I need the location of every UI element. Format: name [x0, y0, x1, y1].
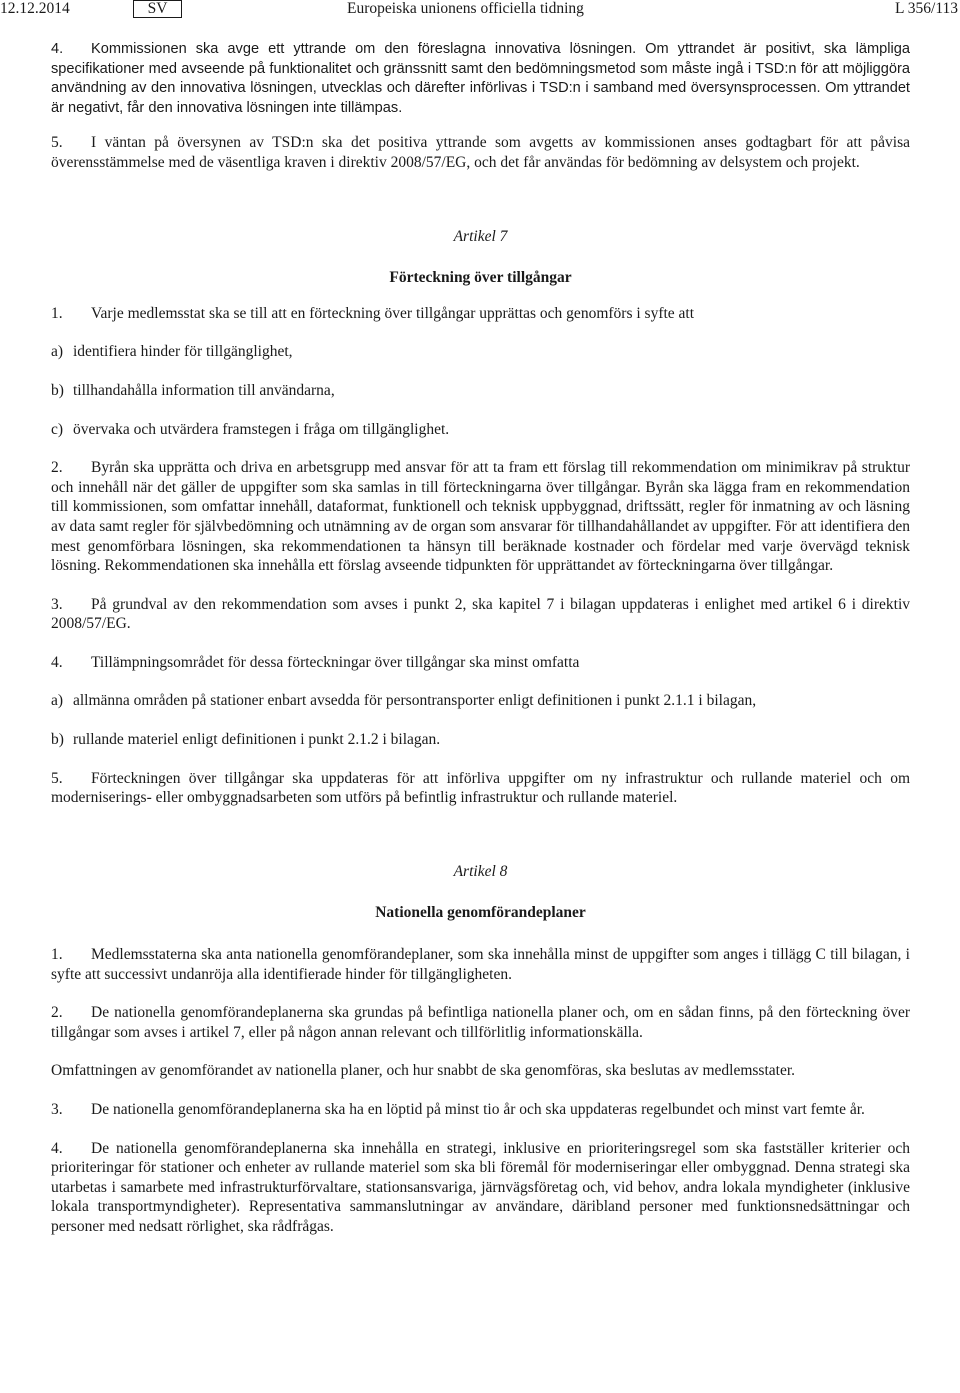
art7-paragraph-3	[51, 595, 910, 634]
item-text: allmänna områden på stationer enbart avsedda för persontransporter enligt definitionen i punkt 2.1.1 i bilagan,	[73, 692, 757, 710]
art8-paragraph-2	[51, 1003, 910, 1042]
article-8-title: Artikel 8	[453, 862, 508, 880]
page-header	[0, 0, 960, 22]
paragraph-number: 1.	[51, 304, 63, 322]
paragraph-number: 3.	[51, 595, 63, 613]
art7-scope-item-b	[51, 730, 910, 750]
item-text: identifiera hinder för tillgänglighet,	[73, 343, 293, 361]
paragraph-number: 5.	[51, 134, 63, 152]
art7-paragraph-5	[51, 769, 910, 808]
paragraph-5-top	[51, 133, 910, 172]
paragraph-number: 2.	[51, 459, 63, 477]
paragraph-number: 4.	[51, 1139, 63, 1157]
page-number: L 356/113	[895, 0, 958, 17]
art7-item-c	[51, 420, 910, 440]
article-7-title: Artikel 7	[453, 227, 508, 245]
art7-item-b	[51, 381, 910, 401]
paragraph-text: I väntan på översynen av TSD:n ska det positiva yttrande som avgetts av kommissionen anses godtagbart för att påvisa överensstämmelse med de väsentliga kraven i direktiv 2008/57/EG, och det får användas för bedömning av delsystem och projekt.	[51, 134, 910, 171]
art7-paragraph-1	[51, 304, 910, 324]
paragraph-number: 1.	[51, 946, 63, 964]
paragraph-text: De nationella genomförandeplanerna ska grundas på befintliga nationella planer och, om en sådan finns, på den förteckning över tillgångar som avses i artikel 7, eller på någon annan relevant och tillförlitlig informationskälla.	[51, 1004, 910, 1041]
paragraph-text: Förteckningen över tillgångar ska uppdateras för att införliva uppgifter om ny infrastruktur och rullande materiel och om moderniserings- eller ombyggnadsarbeten som utförs på befintlig infrastruktur och rullande materiel.	[51, 769, 910, 807]
item-label: a)	[51, 343, 64, 361]
paragraph-number: 4.	[51, 41, 64, 57]
art7-paragraph-2	[51, 458, 910, 576]
item-text: tillhandahålla information till användarna,	[73, 381, 335, 399]
paragraph-text: De nationella genomförandeplanerna ska ha en löptid på minst tio år och ska uppdateras regelbundet och minst vart femte år.	[91, 1101, 865, 1118]
document-body	[51, 40, 910, 1237]
item-label: c)	[51, 420, 64, 438]
paragraph-text: På grundval av den rekommendation som avses i punkt 2, ska kapitel 7 i bilagan uppdateras i enlighet med artikel 6 i direktiv 2008/57/EG.	[51, 595, 910, 633]
paragraph-text: Medlemsstaterna ska anta nationella genomförandeplaner, som ska innehålla minst de uppgifter som anges i tillägg C till bilagan, i syfte att successivt undanröja alla identifierade hinder för tillgängligheten.	[51, 946, 910, 983]
article-8-heading: Nationella genomförandeplaner	[375, 904, 586, 922]
item-label: b)	[51, 381, 64, 399]
paragraph-text: Varje medlemsstat ska se till att en förteckning över tillgångar upprättas och genomförs i syfte att	[91, 304, 695, 322]
item-label: a)	[51, 692, 64, 710]
paragraph-number: 3.	[51, 1101, 63, 1118]
art8-paragraph-3	[51, 1100, 910, 1120]
language-code: SV	[133, 0, 182, 18]
art8-paragraph-2-continued: Omfattningen av genomförandet av nationella planer, och hur snabbt de ska genomföras, ska beslutas av medlemsstater.	[51, 1062, 796, 1080]
art7-scope-item-a	[51, 691, 910, 711]
journal-title: Europeiska unionens officiella tidning	[347, 0, 584, 17]
article-7-heading: Förteckning över tillgångar	[389, 269, 572, 287]
paragraph-text: Kommissionen ska avge ett yttrande om den föreslagna innovativa lösningen. Om yttrandet är positivt, ska lämpliga specifikationer med avseende på funktionalitet och gränssnitt samt den bedömningsmetod som måste ingå i TSD:n för att möjliggöra användning av den innovativa lösningen, utvecklas och därefter införlivas i TSD:n i samband med översynsprocessen. Om yttrandet är negativt, får den innovativa lösningen inte tillämpas.	[51, 41, 910, 116]
publication-date: 12.12.2014	[0, 0, 70, 17]
item-text: rullande materiel enligt definitionen i punkt 2.1.2 i bilagan.	[73, 731, 441, 749]
art7-item-a	[51, 342, 910, 362]
item-label: b)	[51, 731, 64, 749]
paragraph-text: Tillämpningsområdet för dessa förteckningar över tillgångar ska minst omfatta	[91, 653, 580, 671]
art8-paragraph-4	[51, 1139, 910, 1237]
paragraph-text: Byrån ska upprätta och driva en arbetsgrupp med ansvar för att ta fram ett förslag till rekommendation om minimikrav på struktur och innehåll när det gäller de uppgifter som ska samlas in till förteckningarna över tillgångar. Byrån ska lägga fram en rekommendation till kommissionen, som omfattar innehåll, dataformat, funktionell och teknisk uppbyggnad, driftssätt, regler för inmatning av och läsning av data samt regler för självbedömning och utnämning av de organ som ansvarar för tillhandahållandet av uppgifter. För att identifiera den mest genomförbara lösningen, ska rekommendationen ta hänsyn till beräknade kostnader och fördelar med varje övervägd teknisk lösning. Rekommendationen ska innehålla ett förslag avseende tidpunkten för upprättandet av förteckningarna över tillgångar.	[51, 459, 910, 575]
paragraph-4-top	[51, 40, 910, 118]
paragraph-number: 2.	[51, 1004, 63, 1022]
art7-paragraph-4	[51, 653, 910, 673]
paragraph-number: 4.	[51, 653, 63, 671]
paragraph-number: 5.	[51, 769, 63, 787]
item-text: övervaka och utvärdera framstegen i fråga om tillgänglighet.	[73, 420, 450, 438]
art8-paragraph-1	[51, 945, 910, 984]
paragraph-text: De nationella genomförandeplanerna ska innehålla en strategi, inklusive en prioriteringsregel som ska fastställer kriterier och prioriteringar för stationer och enheter av rullande materiel som ska bli föremål för moderniseringar eller ombyggnad. Denna strategi ska utarbetas i samarbete med infrastrukturförvaltare, stationsansvariga, järnvägsföretag och, vid behov, andra lokala myndigheter (inklusive lokala transportmyndigheter). Representativa sammanslutningar av användare, däribland personer med funktionsnedsättningar och personer med nedsatt rörlighet, ska rådfrågas.	[51, 1139, 910, 1235]
